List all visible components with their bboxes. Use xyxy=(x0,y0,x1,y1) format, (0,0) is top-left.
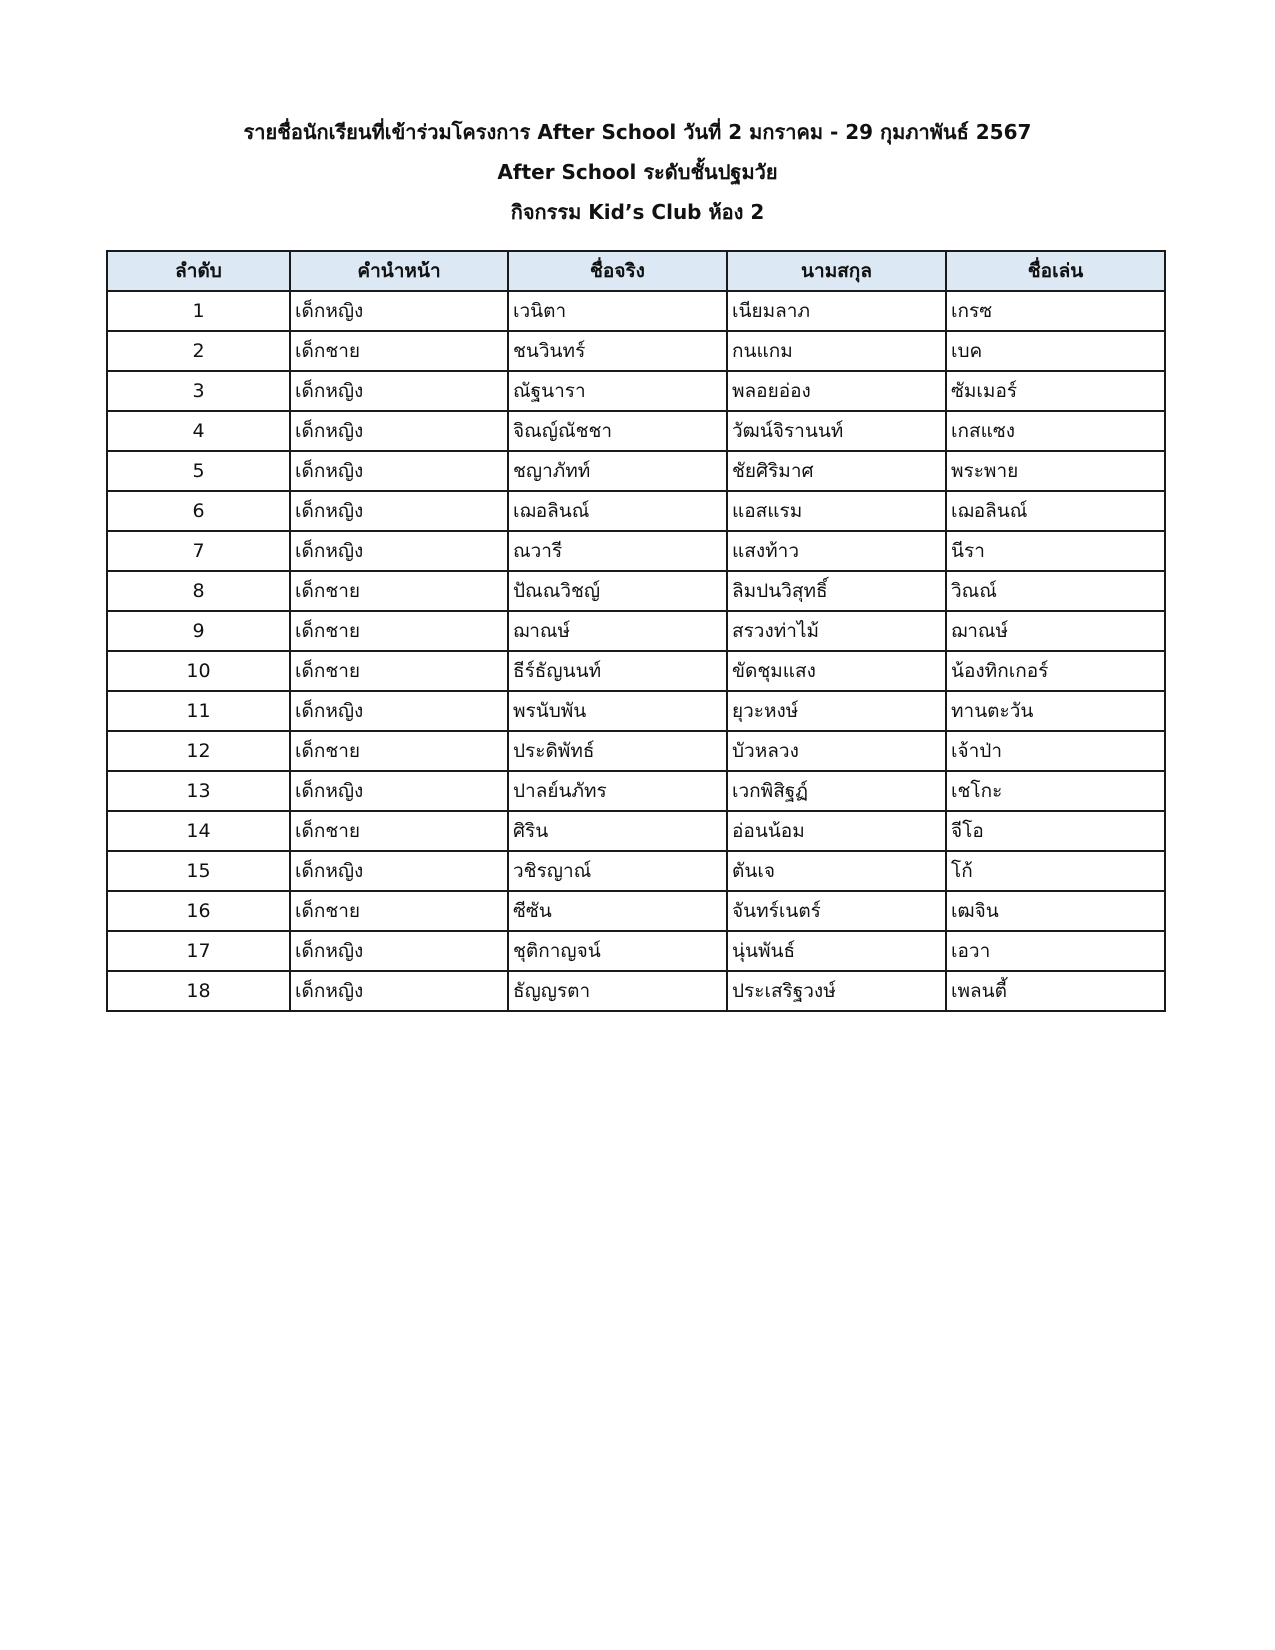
cell-first-name: เฌอลินณ์ xyxy=(508,491,727,531)
table-header-row xyxy=(107,251,1165,291)
cell-number: 9 xyxy=(107,611,290,651)
cell-last-name: ลิมปนวิสุทธิ์ xyxy=(727,571,946,611)
table-row xyxy=(107,531,1165,571)
cell-first-name: ปาลย์นภัทร xyxy=(508,771,727,811)
cell-first-name: ธีร์ธัญนนท์ xyxy=(508,651,727,691)
cell-first-name: ธัญญรตา xyxy=(508,971,727,1011)
table-row xyxy=(107,411,1165,451)
table-body xyxy=(107,291,1165,1011)
cell-nickname: เฌอลินณ์ xyxy=(946,491,1165,531)
cell-last-name: บัวหลวง xyxy=(727,731,946,771)
cell-last-name: นุ่นพันธ์ xyxy=(727,931,946,971)
cell-last-name: แอสแรม xyxy=(727,491,946,531)
document-header xyxy=(0,118,1275,226)
cell-nickname: จีโอ xyxy=(946,811,1165,851)
cell-prefix: เด็กหญิง xyxy=(290,411,508,451)
table-row xyxy=(107,731,1165,771)
cell-first-name: เวนิตา xyxy=(508,291,727,331)
cell-nickname: เฒจิน xyxy=(946,891,1165,931)
cell-first-name: ณัฐนารา xyxy=(508,371,727,411)
cell-prefix: เด็กหญิง xyxy=(290,771,508,811)
cell-number: 3 xyxy=(107,371,290,411)
cell-prefix: เด็กหญิง xyxy=(290,451,508,491)
cell-number: 7 xyxy=(107,531,290,571)
cell-number: 2 xyxy=(107,331,290,371)
table-row xyxy=(107,691,1165,731)
cell-nickname: ซัมเมอร์ xyxy=(946,371,1165,411)
cell-nickname: โก้ xyxy=(946,851,1165,891)
column-header-prefix: คำนำหน้า xyxy=(290,251,508,291)
cell-first-name: ฌาณษ์ xyxy=(508,611,727,651)
cell-number: 14 xyxy=(107,811,290,851)
cell-first-name: ปัณณวิชญ์ xyxy=(508,571,727,611)
cell-prefix: เด็กหญิง xyxy=(290,371,508,411)
table-row xyxy=(107,331,1165,371)
cell-first-name: ชญาภัทท์ xyxy=(508,451,727,491)
cell-last-name: กนแกม xyxy=(727,331,946,371)
cell-prefix: เด็กหญิง xyxy=(290,491,508,531)
cell-number: 5 xyxy=(107,451,290,491)
cell-prefix: เด็กชาย xyxy=(290,331,508,371)
cell-first-name: จิณญ์ณัชชา xyxy=(508,411,727,451)
cell-first-name: พรนับพัน xyxy=(508,691,727,731)
cell-nickname: เกรซ xyxy=(946,291,1165,331)
cell-number: 13 xyxy=(107,771,290,811)
table-row xyxy=(107,571,1165,611)
cell-prefix: เด็กหญิง xyxy=(290,531,508,571)
cell-number: 18 xyxy=(107,971,290,1011)
cell-prefix: เด็กชาย xyxy=(290,731,508,771)
cell-number: 11 xyxy=(107,691,290,731)
cell-nickname: เอวา xyxy=(946,931,1165,971)
table-row xyxy=(107,891,1165,931)
column-header-number: ลำดับ xyxy=(107,251,290,291)
table-row xyxy=(107,491,1165,531)
cell-last-name: จันทร์เนตร์ xyxy=(727,891,946,931)
cell-nickname: เพลนตี้ xyxy=(946,971,1165,1011)
cell-nickname: ทานตะวัน xyxy=(946,691,1165,731)
cell-last-name: ประเสริฐวงษ์ xyxy=(727,971,946,1011)
cell-prefix: เด็กหญิง xyxy=(290,851,508,891)
table-row xyxy=(107,971,1165,1011)
cell-last-name: ยุวะหงษ์ xyxy=(727,691,946,731)
cell-prefix: เด็กหญิง xyxy=(290,931,508,971)
table-row xyxy=(107,371,1165,411)
cell-nickname: เกสแซง xyxy=(946,411,1165,451)
document-title: รายชื่อนักเรียนที่เข้าร่วมโครงการ After School วันที่ 2 มกราคม - 29 กุมภาพันธ์ 2567 xyxy=(243,120,1032,144)
student-roster-table xyxy=(106,250,1166,1012)
cell-first-name: ชุติกาญจน์ xyxy=(508,931,727,971)
cell-first-name: ศิริน xyxy=(508,811,727,851)
cell-first-name: ประดิพัทธ์ xyxy=(508,731,727,771)
cell-number: 17 xyxy=(107,931,290,971)
cell-prefix: เด็กหญิง xyxy=(290,971,508,1011)
cell-number: 8 xyxy=(107,571,290,611)
cell-number: 1 xyxy=(107,291,290,331)
cell-prefix: เด็กหญิง xyxy=(290,691,508,731)
cell-last-name: วัฒน์จิรานนท์ xyxy=(727,411,946,451)
cell-nickname: พระพาย xyxy=(946,451,1165,491)
cell-last-name: เวกพิสิฐฏ์ xyxy=(727,771,946,811)
cell-prefix: เด็กชาย xyxy=(290,651,508,691)
cell-nickname: นีรา xyxy=(946,531,1165,571)
column-header-nickname: ชื่อเล่น xyxy=(946,251,1165,291)
cell-nickname: น้องทิกเกอร์ xyxy=(946,651,1165,691)
cell-last-name: ชัยศิริมาศ xyxy=(727,451,946,491)
cell-prefix: เด็กชาย xyxy=(290,571,508,611)
table-row xyxy=(107,451,1165,491)
cell-first-name: ณวารี xyxy=(508,531,727,571)
table-row xyxy=(107,651,1165,691)
cell-number: 6 xyxy=(107,491,290,531)
cell-nickname: ฌาณษ์ xyxy=(946,611,1165,651)
cell-last-name: เนียมลาภ xyxy=(727,291,946,331)
cell-number: 12 xyxy=(107,731,290,771)
cell-prefix: เด็กชาย xyxy=(290,611,508,651)
table-row xyxy=(107,771,1165,811)
table-row xyxy=(107,931,1165,971)
cell-prefix: เด็กชาย xyxy=(290,811,508,851)
column-header-last-name: นามสกุล xyxy=(727,251,946,291)
cell-number: 16 xyxy=(107,891,290,931)
column-header-first-name: ชื่อจริง xyxy=(508,251,727,291)
table-row xyxy=(107,611,1165,651)
table-row xyxy=(107,291,1165,331)
table-row xyxy=(107,811,1165,851)
cell-last-name: แสงท้าว xyxy=(727,531,946,571)
cell-last-name: ขัดชุมแสง xyxy=(727,651,946,691)
cell-nickname: เบค xyxy=(946,331,1165,371)
cell-first-name: ซีซัน xyxy=(508,891,727,931)
cell-nickname: วิณณ์ xyxy=(946,571,1165,611)
cell-prefix: เด็กชาย xyxy=(290,891,508,931)
cell-last-name: สรวงท่าไม้ xyxy=(727,611,946,651)
cell-last-name: พลอยอ่อง xyxy=(727,371,946,411)
cell-nickname: เจ้าป่า xyxy=(946,731,1165,771)
cell-first-name: วชิรญาณ์ xyxy=(508,851,727,891)
cell-number: 4 xyxy=(107,411,290,451)
cell-number: 10 xyxy=(107,651,290,691)
cell-number: 15 xyxy=(107,851,290,891)
cell-prefix: เด็กหญิง xyxy=(290,291,508,331)
cell-nickname: เชโกะ xyxy=(946,771,1165,811)
table-row xyxy=(107,851,1165,891)
cell-last-name: อ่อนน้อม xyxy=(727,811,946,851)
activity-title: กิจกรรม Kid’s Club ห้อง 2 xyxy=(510,200,765,224)
cell-last-name: ตันเจ xyxy=(727,851,946,891)
document-subtitle: After School ระดับชั้นปฐมวัย xyxy=(497,160,778,184)
cell-first-name: ชนวินทร์ xyxy=(508,331,727,371)
